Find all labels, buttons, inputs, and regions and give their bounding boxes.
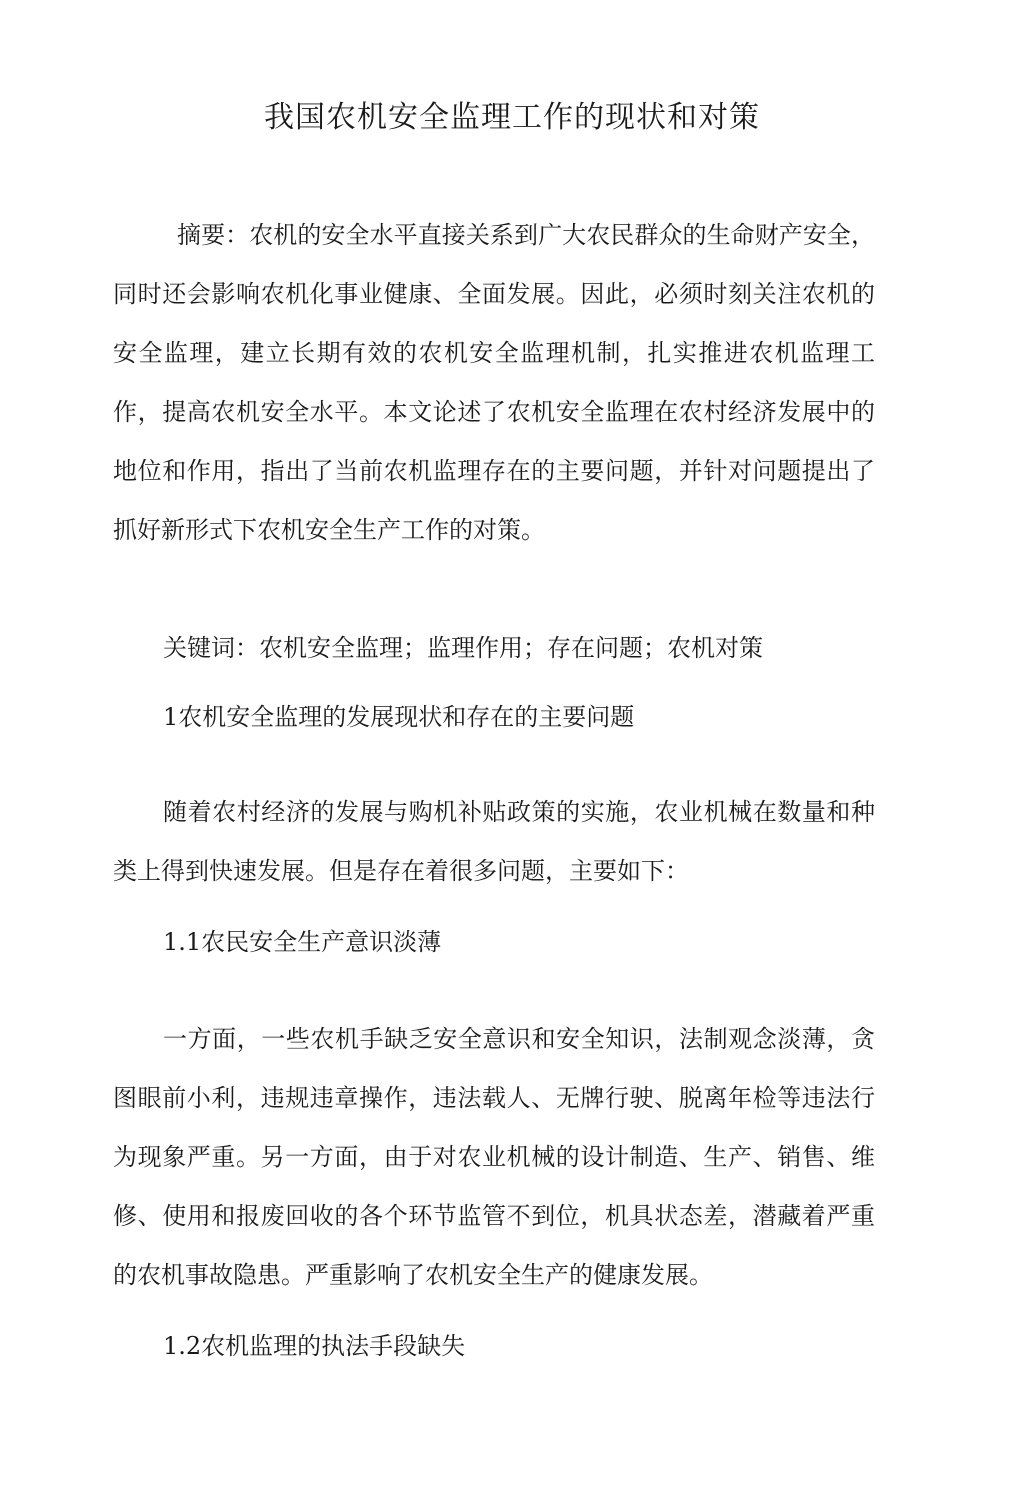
section-1-1-paragraph: 一方面，一些农机手缺乏安全意识和安全知识，法制观念淡薄，贪图眼前小利，违规违章操作，违法载人、无牌行驶、脱离年检等违法行为现象严重。另一方面，由于对农业机械的设计制造、生产、销售、维修、使用和报废回收的各个环节监管不到位，机具状态差，潜藏着严重的农机事故隐患。严重影响了农机安全生产的健康发展。 [113,1025,875,1289]
abstract-paragraph: 摘要：农机的安全水平直接关系到广大农民群众的生命财产安全，同时还会影响农机化事业健康、全面发展。因此，必须时刻关注农机的安全监理，建立长期有效的农机安全监理机制，扎实推进农机监理工作，提高农机安全水平。本文论述了农机安全监理在农村经济发展中的地位和作用，指出了当前农机监理存在的主要问题，并针对问题提出了抓好新形式下农机安全生产工作的对策。 [113,221,875,544]
section-1-2-heading: 1.2农机监理的执法手段缺失 [163,1332,466,1360]
document-title: 我国农机安全监理工作的现状和对策 [264,100,760,135]
section-1-heading: 1农机安全监理的发展现状和存在的主要问题 [163,703,635,731]
section-1-paragraph: 随着农村经济的发展与购机补贴政策的实施，农业机械在数量和种类上得到快速发展。但是存在着很多问题，主要如下： [113,798,875,885]
section-1-1-heading: 1.1农民安全生产意识淡薄 [163,928,442,956]
keywords-line: 关键词：农机安全监理；监理作用；存在问题；农机对策 [163,634,763,662]
